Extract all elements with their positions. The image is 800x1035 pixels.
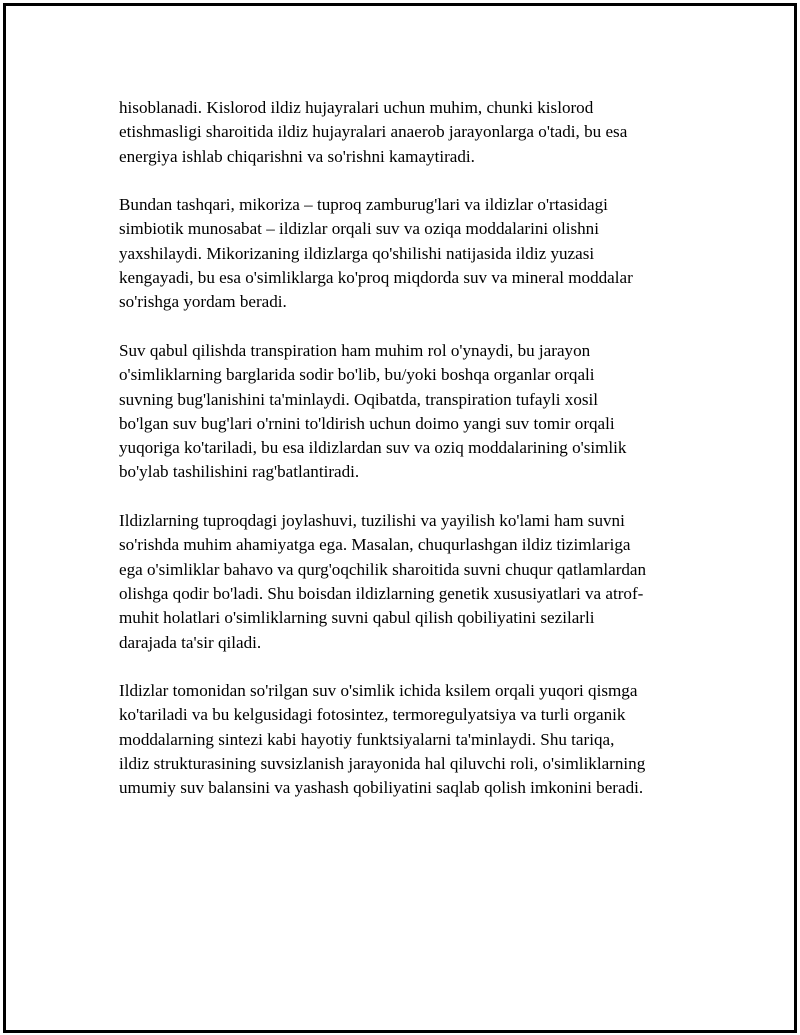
- text-line: simbiotik munosabat – ildizlar orqali suv va oziqa moddalarini olishni: [119, 219, 599, 239]
- text-line: kengayadi, bu esa o'simliklarga ko'proq miqdorda suv va mineral moddalar: [119, 268, 633, 288]
- text-line: umumiy suv balansini va yashash qobiliyatini saqlab qolish imkonini beradi.: [119, 778, 644, 798]
- text-line: Ildizlar tomonidan so'rilgan suv o'simlik ichida ksilem orqali yuqori qismga: [119, 681, 638, 701]
- paragraph-2: [119, 193, 694, 314]
- text-line: o'simliklarning barglarida sodir bo'lib, bu/yoki boshqa organlar orqali: [119, 365, 595, 385]
- text-line: yuqoriga ko'tariladi, bu esa ildizlardan suv va oziq moddalarining o'simlik: [119, 438, 627, 458]
- text-line: suvning bug'lanishini ta'minlaydi. Oqibatda, transpiration tufayli xosil: [119, 389, 599, 409]
- paragraph-4: [119, 509, 694, 655]
- text-line: energiya ishlab chiqarishni va so'rishni kamaytiradi.: [119, 146, 475, 166]
- paragraph-3: [119, 339, 694, 485]
- text-line: muhit holatlari o'simliklarning suvni qabul qilish qobiliyatini sezilarli: [119, 608, 595, 628]
- text-line: Suv qabul qilishda transpiration ham muhim rol o'ynaydi, bu jarayon: [119, 340, 591, 360]
- text-line: bo'ylab tashilishini rag'batlantiradi.: [119, 462, 360, 482]
- paragraph-1: [119, 96, 694, 169]
- text-line: bo'lgan suv bug'lari o'rnini to'ldirish uchun doimo yangi suv tomir orqali: [119, 413, 615, 433]
- text-line: darajada ta'sir qiladi.: [119, 632, 262, 652]
- text-line: ega o'simliklar bahavo va qurg'oqchilik sharoitida suvni chuqur qatlamlardan: [119, 559, 647, 579]
- text-line: Ildizlarning tuproqdagi joylashuvi, tuzilishi va yayilish ko'lami ham suvni: [119, 511, 625, 531]
- text-line: ildiz strukturasining suvsizlanish jarayonida hal qiluvchi roli, o'simliklarning: [119, 754, 646, 774]
- paragraph-5: [119, 679, 694, 800]
- text-line: olishga qodir bo'ladi. Shu boisdan ildizlarning genetik xususiyatlari va atrof-: [119, 583, 644, 603]
- text-line: ko'tariladi va bu kelgusidagi fotosintez, termoregulyatsiya va turli organik: [119, 705, 626, 725]
- text-line: etishmasligi sharoitida ildiz hujayralari anaerob jarayonlarga o'tadi, bu esa: [119, 122, 628, 142]
- text-line: yaxshilaydi. Mikorizaning ildizlarga qo'shilishi natijasida ildiz yuzasi: [119, 243, 595, 263]
- text-line: so'rishda muhim ahamiyatga ega. Masalan, chuqurlashgan ildiz tizimlariga: [119, 535, 631, 555]
- document-body: [119, 96, 694, 825]
- text-line: Bundan tashqari, mikoriza – tuproq zamburug'lari va ildizlar o'rtasidagi: [119, 195, 608, 215]
- text-line: so'rishga yordam beradi.: [119, 292, 287, 312]
- text-line: hisoblanadi. Kislorod ildiz hujayralari uchun muhim, chunki kislorod: [119, 98, 594, 117]
- text-line: moddalarning sintezi kabi hayotiy funktsiyalarni ta'minlaydi. Shu tariqa,: [119, 729, 615, 749]
- page-frame: [3, 3, 797, 1033]
